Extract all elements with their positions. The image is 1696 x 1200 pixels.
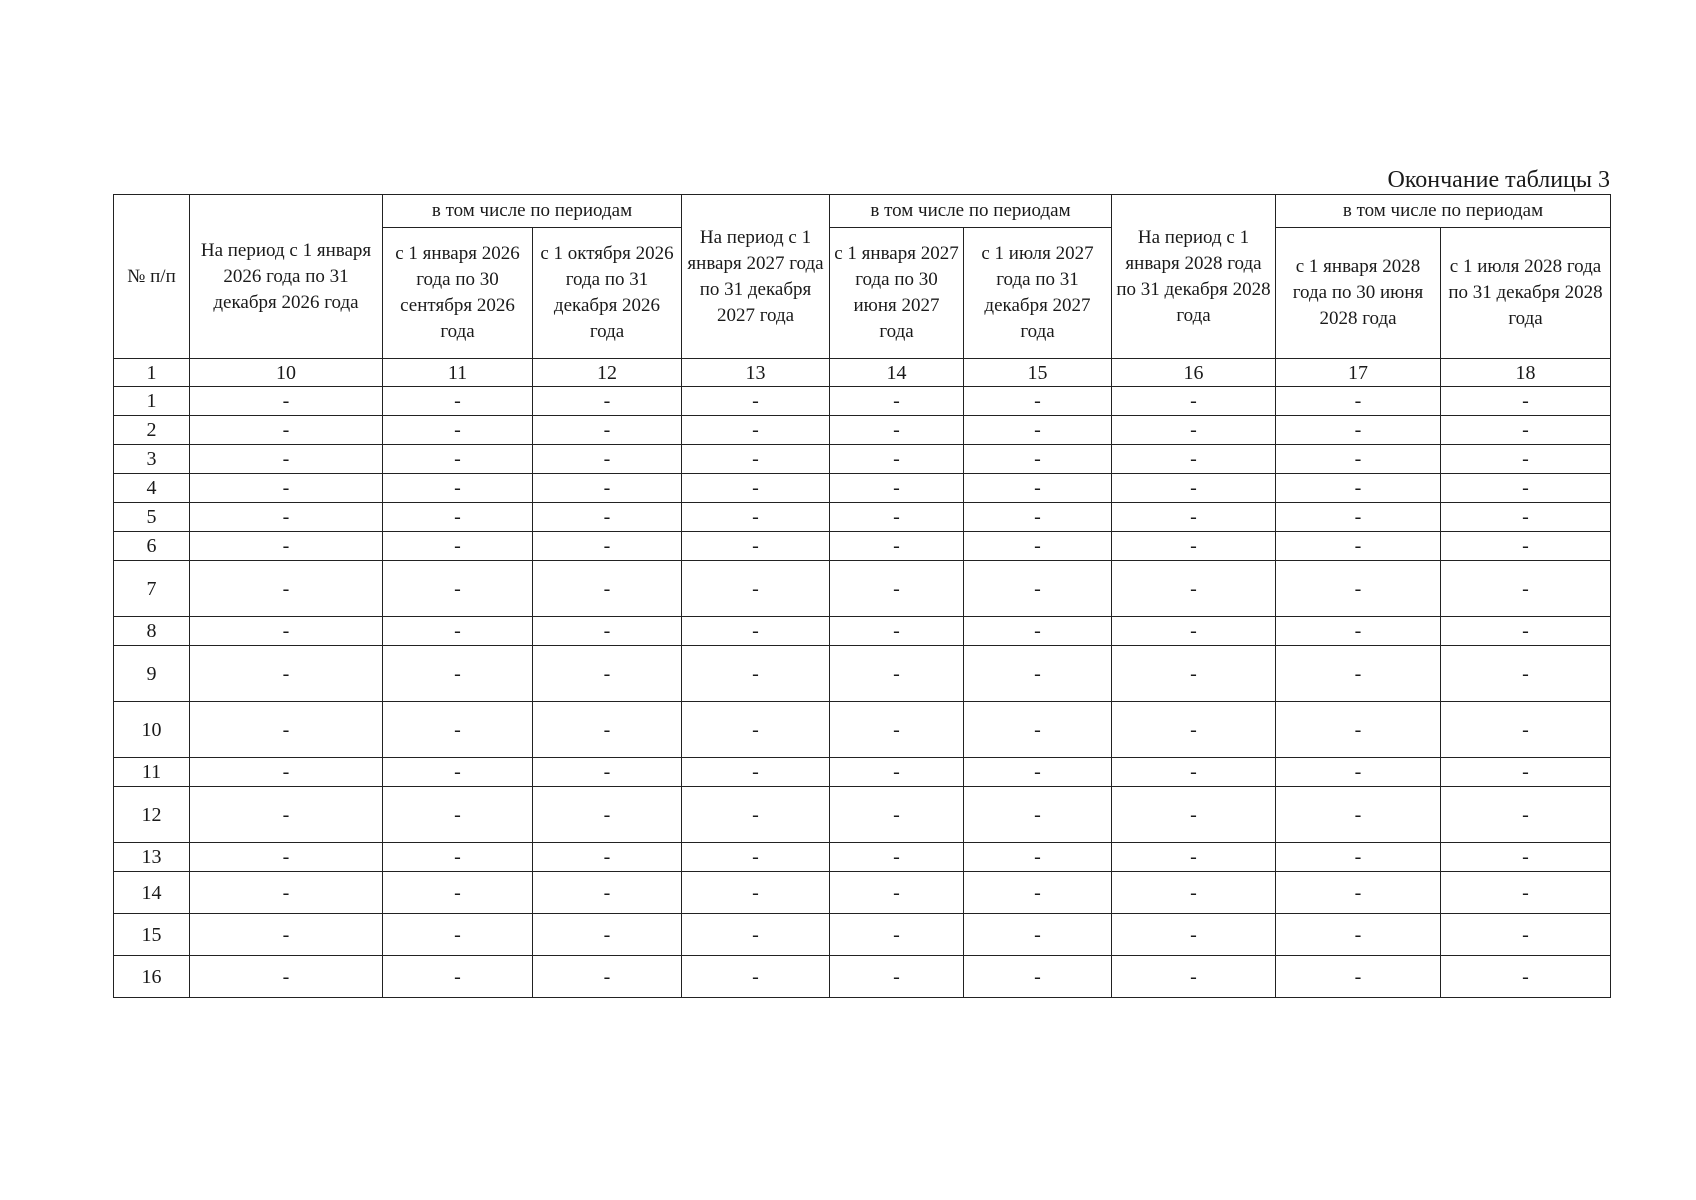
table-caption: Окончание таблицы 3 [1387, 167, 1610, 193]
row-number: 3 [114, 445, 190, 474]
table-cell: - [1112, 445, 1276, 474]
table-cell: - [533, 503, 682, 532]
table-cell: - [682, 561, 830, 617]
table-cell: - [1112, 387, 1276, 416]
table-cell: - [383, 617, 533, 646]
table-cell: - [830, 872, 964, 914]
table-cell: - [383, 702, 533, 758]
table-cell: - [1441, 387, 1611, 416]
column-number: 17 [1276, 359, 1441, 387]
table-body [114, 387, 1611, 998]
table-cell: - [383, 474, 533, 503]
header-number-column: № п/п [114, 195, 190, 359]
table-cell: - [682, 758, 830, 787]
table-cell: - [1112, 646, 1276, 702]
table-row [114, 617, 1611, 646]
table-cell: - [1276, 843, 1441, 872]
table-cell: - [1276, 787, 1441, 843]
header-period-2026: На период с 1 января 2026 года по 31 декабря 2026 года [190, 195, 383, 359]
table-cell: - [1112, 787, 1276, 843]
table-cell: - [682, 532, 830, 561]
table-cell: - [682, 445, 830, 474]
table-cell: - [964, 474, 1112, 503]
table-row [114, 843, 1611, 872]
table-cell: - [1276, 758, 1441, 787]
table-cell: - [1276, 503, 1441, 532]
row-number: 14 [114, 872, 190, 914]
table-cell: - [533, 758, 682, 787]
table-cell: - [964, 561, 1112, 617]
header-2028-jan-jun: с 1 января 2028 года по 30 июня 2028 года [1276, 228, 1441, 359]
header-2027-jul-dec: с 1 июля 2027 года по 31 декабря 2027 года [964, 228, 1112, 359]
table-cell: - [964, 387, 1112, 416]
table-row [114, 914, 1611, 956]
table-cell: - [190, 474, 383, 503]
table-row [114, 787, 1611, 843]
row-number: 2 [114, 416, 190, 445]
table-cell: - [190, 758, 383, 787]
table-cell: - [830, 532, 964, 561]
column-number: 11 [383, 359, 533, 387]
table-cell: - [682, 646, 830, 702]
table-cell: - [533, 445, 682, 474]
table-cell: - [383, 872, 533, 914]
row-number: 7 [114, 561, 190, 617]
table-cell: - [1441, 872, 1611, 914]
table-cell: - [190, 445, 383, 474]
table-cell: - [383, 561, 533, 617]
table-cell: - [1441, 702, 1611, 758]
table-cell: - [533, 702, 682, 758]
column-number: 18 [1441, 359, 1611, 387]
table-cell: - [1276, 617, 1441, 646]
header-2027-jan-jun: с 1 января 2027 года по 30 июня 2027 года [830, 228, 964, 359]
table-cell: - [964, 617, 1112, 646]
table-cell: - [533, 387, 682, 416]
table-cell: - [830, 914, 964, 956]
table-cell: - [1112, 474, 1276, 503]
row-number: 4 [114, 474, 190, 503]
table-cell: - [1112, 914, 1276, 956]
table-cell: - [830, 758, 964, 787]
table-cell: - [830, 646, 964, 702]
table-cell: - [190, 617, 383, 646]
table-cell: - [964, 787, 1112, 843]
table-cell: - [1441, 787, 1611, 843]
row-number: 10 [114, 702, 190, 758]
table-cell: - [1276, 872, 1441, 914]
table-cell: - [533, 872, 682, 914]
table-cell: - [830, 416, 964, 445]
table-cell: - [1112, 758, 1276, 787]
table-cell: - [1276, 387, 1441, 416]
table-cell: - [1112, 561, 1276, 617]
table-cell: - [682, 787, 830, 843]
table-cell: - [383, 503, 533, 532]
table-cell: - [190, 646, 383, 702]
table-cell: - [1441, 561, 1611, 617]
table-cell: - [830, 474, 964, 503]
table-cell: - [830, 702, 964, 758]
column-number: 14 [830, 359, 964, 387]
table-cell: - [533, 416, 682, 445]
table-cell: - [383, 956, 533, 998]
column-number: 16 [1112, 359, 1276, 387]
table-row [114, 646, 1611, 702]
table-cell: - [1441, 474, 1611, 503]
header-including-2027: в том числе по периодам [830, 195, 1112, 228]
table-row [114, 561, 1611, 617]
table-cell: - [964, 416, 1112, 445]
table-cell: - [1441, 758, 1611, 787]
table-cell: - [1112, 617, 1276, 646]
table-cell: - [1276, 646, 1441, 702]
table-cell: - [1112, 702, 1276, 758]
table-cell: - [1112, 416, 1276, 445]
table-cell: - [830, 843, 964, 872]
table-cell: - [190, 914, 383, 956]
table-cell: - [383, 387, 533, 416]
table-cell: - [682, 503, 830, 532]
table-cell: - [682, 843, 830, 872]
table-row [114, 872, 1611, 914]
table-cell: - [190, 702, 383, 758]
table-cell: - [830, 787, 964, 843]
column-number: 1 [114, 359, 190, 387]
table-cell: - [1441, 445, 1611, 474]
table-row [114, 758, 1611, 787]
row-number: 11 [114, 758, 190, 787]
table-cell: - [533, 914, 682, 956]
table-cell: - [830, 387, 964, 416]
table-cell: - [1276, 416, 1441, 445]
header-period-2028: На период с 1 января 2028 года по 31 декабря 2028 года [1112, 195, 1276, 359]
table-cell: - [190, 561, 383, 617]
table-cell: - [1441, 646, 1611, 702]
header-2026-oct-dec: с 1 октября 2026 года по 31 декабря 2026 года [533, 228, 682, 359]
table-cell: - [1441, 532, 1611, 561]
column-number: 13 [682, 359, 830, 387]
table-cell: - [1276, 474, 1441, 503]
table-cell: - [1276, 445, 1441, 474]
table-cell: - [190, 416, 383, 445]
header-2026-jan-sep: с 1 января 2026 года по 30 сентября 2026 года [383, 228, 533, 359]
table-cell: - [1441, 956, 1611, 998]
table-cell: - [830, 956, 964, 998]
table-cell: - [1441, 843, 1611, 872]
table-cell: - [1112, 843, 1276, 872]
table-row [114, 474, 1611, 503]
table-cell: - [383, 843, 533, 872]
table-cell: - [1276, 561, 1441, 617]
table-cell: - [1441, 503, 1611, 532]
table-cell: - [383, 445, 533, 474]
table-cell: - [190, 532, 383, 561]
table-cell: - [964, 872, 1112, 914]
table-cell: - [682, 474, 830, 503]
table-cell: - [964, 702, 1112, 758]
table-cell: - [682, 617, 830, 646]
row-number: 6 [114, 532, 190, 561]
row-number: 16 [114, 956, 190, 998]
table-cell: - [533, 956, 682, 998]
table-row [114, 532, 1611, 561]
table-cell: - [1112, 503, 1276, 532]
table-cell: - [533, 561, 682, 617]
row-number: 15 [114, 914, 190, 956]
table-cell: - [383, 532, 533, 561]
table-cell: - [190, 787, 383, 843]
column-number: 10 [190, 359, 383, 387]
table-cell: - [1112, 956, 1276, 998]
table-cell: - [964, 532, 1112, 561]
table-cell: - [1276, 914, 1441, 956]
table-cell: - [1441, 416, 1611, 445]
row-number: 9 [114, 646, 190, 702]
table-cell: - [190, 872, 383, 914]
column-number-row [114, 359, 1611, 387]
row-number: 8 [114, 617, 190, 646]
table-row [114, 503, 1611, 532]
row-number: 13 [114, 843, 190, 872]
table-cell: - [533, 646, 682, 702]
table-cell: - [682, 416, 830, 445]
table-cell: - [964, 956, 1112, 998]
table-cell: - [682, 702, 830, 758]
table-cell: - [682, 956, 830, 998]
table-cell: - [190, 956, 383, 998]
row-number: 5 [114, 503, 190, 532]
column-number: 12 [533, 359, 682, 387]
table-cell: - [964, 503, 1112, 532]
table-cell: - [964, 843, 1112, 872]
table-row [114, 956, 1611, 998]
table-cell: - [533, 617, 682, 646]
row-number: 12 [114, 787, 190, 843]
table-row [114, 445, 1611, 474]
header-period-2027: На период с 1 января 2027 года по 31 декабря 2027 года [682, 195, 830, 359]
table-cell: - [682, 914, 830, 956]
column-number: 15 [964, 359, 1112, 387]
table-cell: - [383, 914, 533, 956]
header-including-2028: в том числе по периодам [1276, 195, 1611, 228]
table-cell: - [682, 872, 830, 914]
table-cell: - [1276, 956, 1441, 998]
table-cell: - [682, 387, 830, 416]
header-including-2026: в том числе по периодам [383, 195, 682, 228]
table-cell: - [383, 646, 533, 702]
table-cell: - [383, 416, 533, 445]
table-cell: - [1441, 914, 1611, 956]
table-row [114, 416, 1611, 445]
table-row [114, 387, 1611, 416]
table-cell: - [383, 787, 533, 843]
table-cell: - [964, 914, 1112, 956]
table-cell: - [964, 646, 1112, 702]
table-row [114, 702, 1611, 758]
table-cell: - [1276, 702, 1441, 758]
table-cell: - [190, 503, 383, 532]
data-table [113, 194, 1611, 998]
table-cell: - [964, 758, 1112, 787]
table-cell: - [964, 445, 1112, 474]
table-cell: - [383, 758, 533, 787]
table-cell: - [1112, 532, 1276, 561]
table-cell: - [190, 843, 383, 872]
table-cell: - [533, 843, 682, 872]
header-2028-jul-dec: с 1 июля 2028 года по 31 декабря 2028 года [1441, 228, 1611, 359]
row-number: 1 [114, 387, 190, 416]
table-cell: - [533, 787, 682, 843]
table-cell: - [533, 532, 682, 561]
table-cell: - [830, 503, 964, 532]
table-cell: - [1276, 532, 1441, 561]
table-cell: - [830, 561, 964, 617]
table-cell: - [830, 445, 964, 474]
table-cell: - [190, 387, 383, 416]
table-cell: - [533, 474, 682, 503]
table-cell: - [1441, 617, 1611, 646]
table-cell: - [1112, 872, 1276, 914]
table-cell: - [830, 617, 964, 646]
